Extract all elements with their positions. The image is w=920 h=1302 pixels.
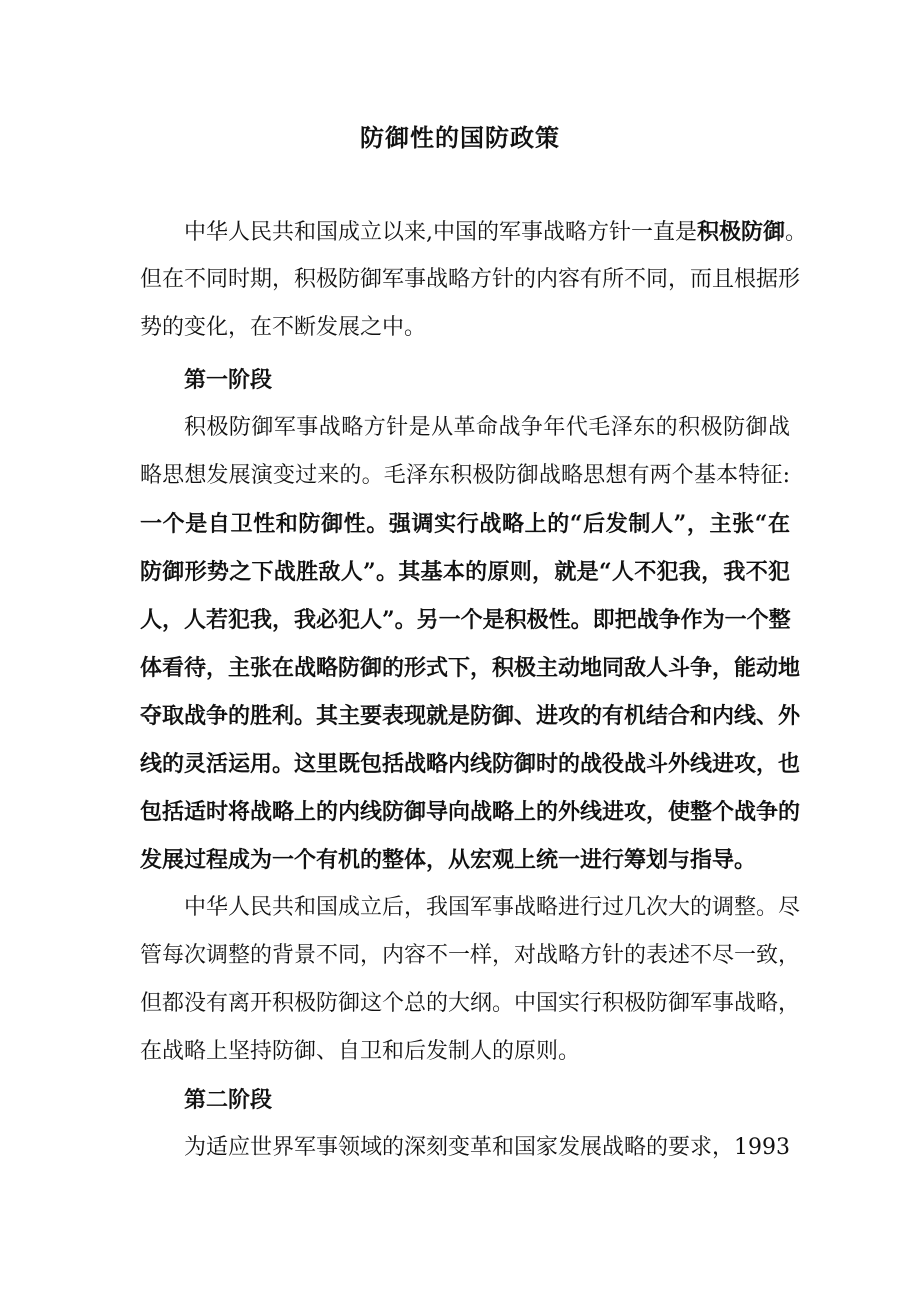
paragraph-line: 夺取战争的胜利。其主要表现就是防御、进攻的有机结合和内线、外 [140,703,801,729]
bold-term: 积极防御 [697,219,786,245]
section-heading-stage-1: 第一阶段 [184,367,273,393]
paragraph-line: 线的灵活运用。这里既包括战略内线防御时的战役战斗外线进攻，也 [140,751,801,777]
paragraph-line: 积极防御军事战略方针是从革命战争年代毛泽东的积极防御战 [184,415,790,440]
paragraph-line: 发展过程成为一个有机的整体，从宏观上统一进行筹划与指导。 [140,847,757,873]
paragraph-stage-1 [140,404,801,884]
paragraph-line: 人，人若犯我，我必犯人”。另一个是积极性。即把战争作为一个整 [140,607,791,633]
paragraph-stage-2 [140,1124,790,1172]
paragraph-line: 但都没有离开积极防御这个总的大纲。中国实行积极防御军事战略， [140,991,801,1016]
paragraph-line: 一个是自卫性和防御性。强调实行战略上的“后发制人”，主张“在 [140,511,790,537]
paragraph-line: 势的变化，在不断发展之中。 [140,315,427,340]
text-run: 。 [785,220,808,245]
paragraph-line: 体看待，主张在战略防御的形式下，积极主动地同敌人斗争，能动地 [140,655,801,681]
text-run: 中华人民共和国成立以来,中国的军事战略方针一直是 [184,220,697,245]
paragraph-line: 中华人民共和国成立后，我国军事战略进行过几次大的调整。尽 [184,895,801,920]
paragraph-line: 防御形势之下战胜敌人”。其基本的原则，就是“人不犯我，我不犯 [140,559,790,585]
paragraph-line [140,208,808,256]
paragraph-line: 管每次调整的背景不同，内容不一样，对战略方针的表述不尽一致， [140,943,801,968]
paragraph-intro [140,208,808,352]
paragraph-line: 包括适时将战略上的内线防御导向战略上的外线进攻，使整个战争的 [140,799,801,825]
page-title: 防御性的国防政策 [360,123,560,152]
paragraph-line: 为适应世界军事领域的深刻变革和国家发展战略的要求，1993 [184,1135,790,1160]
paragraph-adjustments [140,884,801,1076]
paragraph-line: 略思想发展演变过来的。毛泽东积极防御战略思想有两个基本特征: [140,463,790,488]
section-heading-stage-2: 第二阶段 [184,1087,273,1113]
paragraph-line: 但在不同时期，积极防御军事战略方针的内容有所不同，而且根据形 [140,267,801,292]
paragraph-line: 在战略上坚持防御、自卫和后发制人的原则。 [140,1039,581,1064]
